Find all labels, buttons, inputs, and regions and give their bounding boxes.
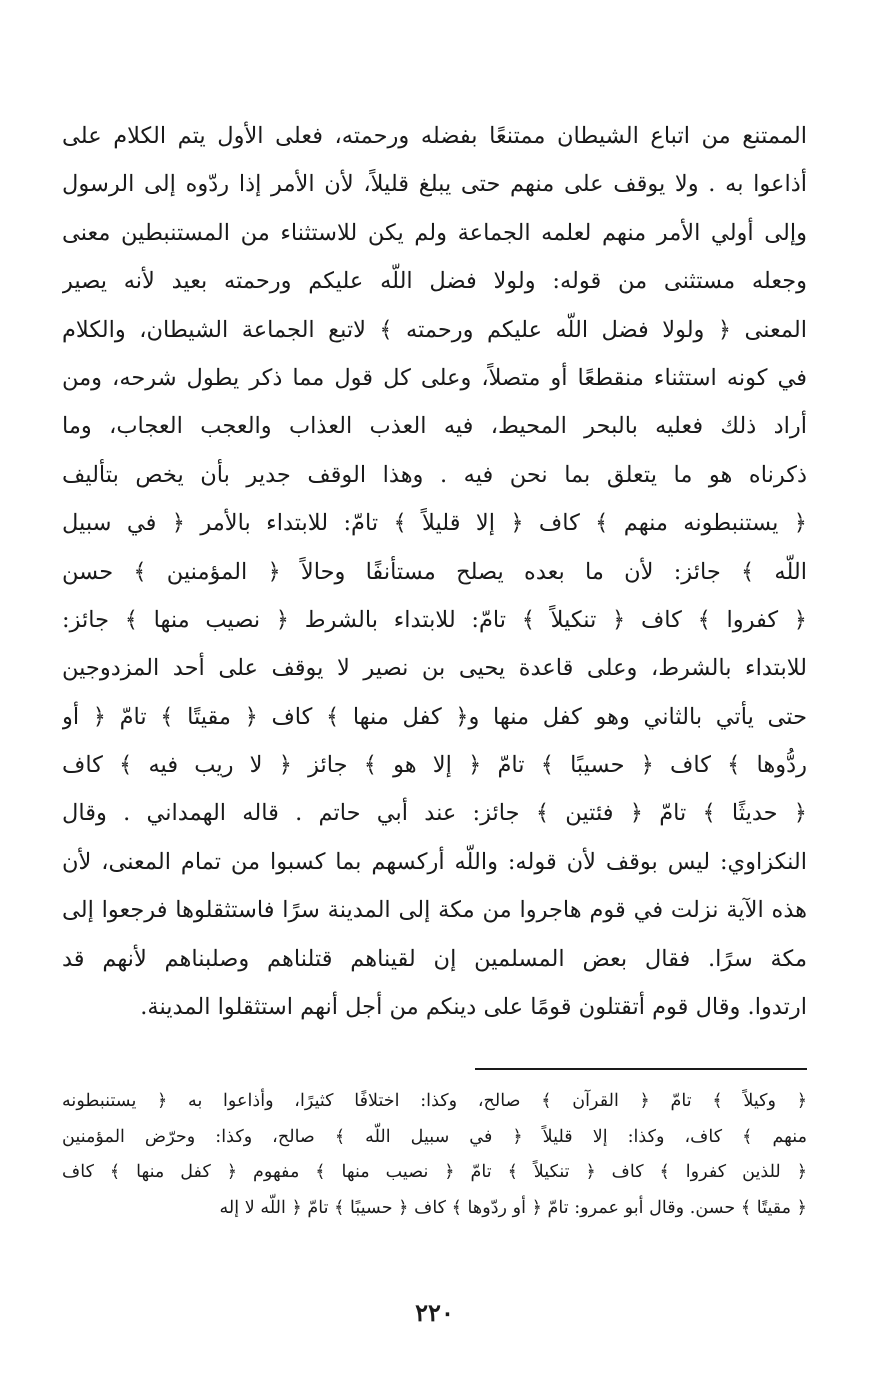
footnotes-block [62, 1084, 807, 1226]
text-line: ﴿ يستنبطونه منهم ﴾ كاف ﴿ إلا قليلاً ﴾ تامّ: للابتداء بالأمر ﴿ في سبيل [62, 510, 807, 537]
footnote-separator [475, 1068, 807, 1070]
text-line: الممتنع من اتباع الشيطان ممتنعًا بفضله ورحمته، فعلى الأول يتم الكلام على [62, 123, 807, 149]
footnote-line: ﴿ وكيلاً ﴾ تامّ ﴿ القرآن ﴾ صالح، وكذا: اختلافًا كثيرًا، وأذاعوا به ﴿ يستنبطونه [62, 1091, 807, 1111]
text-line: هذه الآية نزلت في قوم هاجروا من مكة إلى المدينة سرًا فاستثقلوها فرجعوا إلى [62, 897, 807, 924]
footnote-line: منهم ﴾ كاف، وكذا: إلا قليلاً ﴿ في سبيل اللّه ﴾ صالح، وكذا: وحرّض المؤمنين [62, 1126, 807, 1147]
text-line: ارتدوا. وقال قوم أتقتلون قومًا على دينكم من أجل أنهم استثقلوا المدينة. [140, 994, 807, 1021]
text-line: ردُّوها ﴾ كاف ﴿ حسيبًا ﴾ تامّ ﴿ إلا هو ﴾ جائز ﴿ لا ريب فيه ﴾ كاف [62, 752, 807, 779]
page-number: ٢٢٠ [415, 1298, 454, 1327]
text-line: أذاعوا به . ولا يوقف على منهم حتى يبلغ قليلاً، لأن الأمر إذا ردّوه إلى الرسول [62, 171, 807, 198]
text-line: مكة سرًا. فقال بعض المسلمين إن لقيناهم قتلناهم وصلبناهم لأنهم قد [62, 945, 807, 972]
text-line: ﴿ كفروا ﴾ كاف ﴿ تنكيلاً ﴾ تامّ: للابتداء بالشرط ﴿ نصيب منها ﴾ جائز: [62, 606, 807, 633]
text-line: المعنى ﴿ ولولا فضل اللّه عليكم ورحمته ﴾ لاتبع الجماعة الشيطان، والكلام [62, 316, 807, 343]
text-line: أراد ذلك فعليه بالبحر المحيط، فيه العذب العذاب والعجب العجاب، وما [62, 413, 807, 440]
text-line: للابتداء بالشرط، وعلى قاعدة يحيى بن نصير لا يوقف على أحد المزدوجين [62, 655, 807, 682]
text-line: وإلى أولي الأمر منهم لعلمه الجماعة ولم يكن للاستثناء من المستنبطين معنى [62, 219, 807, 246]
footnote-line: ﴿ مقيتًا ﴾ حسن. وقال أبو عمرو: تامّ ﴿ أو ردّوها ﴾ كاف ﴿ حسيبًا ﴾ تامّ ﴿ اللّه لا إله [219, 1197, 807, 1218]
text-line: حتى يأتي بالثاني وهو كفل منها و﴿ كفل منها ﴾ كاف ﴿ مقيتًا ﴾ تامّ ﴿ أو [62, 703, 807, 730]
text-line: في كونه استثناء منقطعًا أو متصلاً، وعلى كل قول مما ذكر يطول شرحه، ومن [62, 364, 807, 391]
text-line: وجعله مستثنى من قوله: ولولا فضل اللّه عليكم ورحمته بعيد لأنه يصير [62, 268, 807, 295]
text-line: ﴿ حديثًا ﴾ تامّ ﴿ فئتين ﴾ جائز: عند أبي حاتم . قاله الهمداني . وقال [62, 800, 807, 827]
main-text-body [62, 112, 807, 1031]
footnote-line: ﴿ للذين كفروا ﴾ كاف ﴿ تنكيلاً ﴾ تامّ ﴿ نصيب منها ﴾ مفهوم ﴿ كفل منها ﴾ كاف [62, 1162, 807, 1182]
text-line: ذكرناه هو ما يتعلق بما نحن فيه . وهذا الوقف جدير بأن يخص بتأليف [62, 461, 807, 488]
text-line: اللّه ﴾ جائز: لأن ما بعده يصلح مستأنفًا وحالاً ﴿ المؤمنين ﴾ حسن [62, 558, 807, 585]
book-page [62, 112, 807, 1352]
text-line: النكزاوي: ليس بوقف لأن قوله: واللّه أركسهم بما كسبوا من تمام المعنى، لأن [62, 848, 807, 875]
